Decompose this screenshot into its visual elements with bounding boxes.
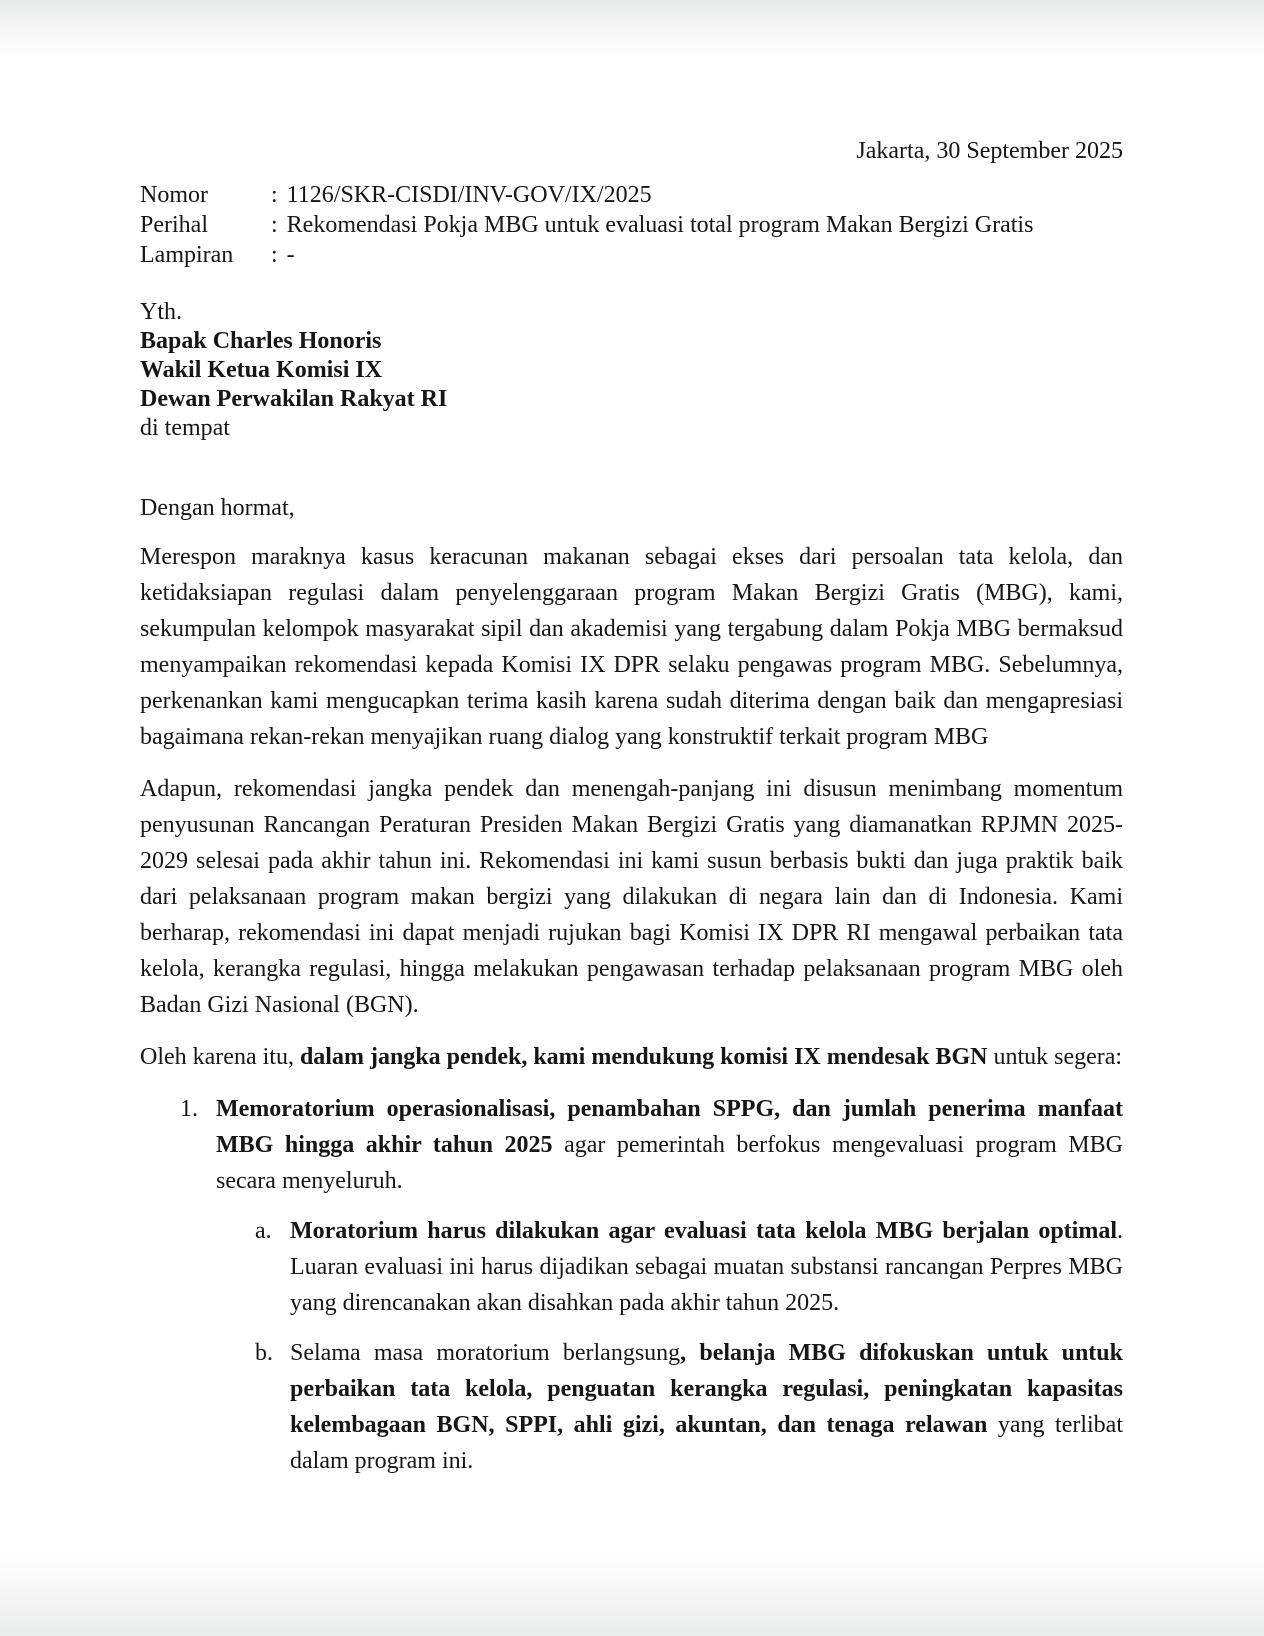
recommendation-item-1b (255, 1335, 1123, 1479)
recipient-location: di tempat (140, 415, 230, 441)
recipient-name: Bapak Charles Honoris (140, 328, 382, 354)
item-1b-bold: , belanja MBG difokuskan untuk untuk perbaikan tata kelola, penguatan kerangka regulasi, peningkatan kapasitas kelembagaan BGN, SPPI, ahli gizi, akuntan, dan tenaga relawan (290, 1340, 1123, 1438)
meta-label-perihal: Perihal (140, 212, 208, 238)
item-1a-post: . Luaran evaluasi ini harus dijadikan sebagai muatan substansi rancangan Perpres MBG yang direncanakan akan disahkan pada akhir tahun 2025. (290, 1218, 1123, 1316)
meta-colon: : (271, 182, 278, 208)
cta-bold: dalam jangka pendek, kami mendukung komisi IX mendesak BGN (299, 1044, 988, 1070)
recommendation-item-1a (255, 1213, 1123, 1321)
greeting-line: Dengan hormat, (140, 495, 295, 521)
recipient-block (140, 298, 1123, 443)
meta-value-nomor: 1126/SKR-CISDI/INV-GOV/IX/2025 (286, 182, 652, 208)
item-1b-text (290, 1335, 1123, 1479)
paragraph-opening-text: Merespon maraknya kasus keracunan makanan sebagai ekses dari persoalan tata kelola, dan ketidaksiapan regulasi dalam penyelenggaraan program Makan Bergizi Gratis (MBG), kami, sekumpulan kelompok masyarakat sipil dan akademisi yang tergabung dalam Pokja MBG bermaksud menyampaikan rekomendasi kepada Komisi IX DPR selaku pengawas program MBG. Sebelumnya, perkenankan kami mengucapkan terima kasih karena sudah diterima dengan baik dan mengapresiasi bagaimana rekan-rekan menyajikan ruang dialog yang konstruktif terkait program MBG (140, 544, 1123, 750)
cta-post: untuk segera: (987, 1044, 1123, 1070)
item-1a-bold: Moratorium harus dilakukan agar evaluasi tata kelola MBG berjalan optimal (290, 1218, 1117, 1244)
meta-label-lampiran: Lampiran (140, 242, 234, 268)
recommendation-item-1 (180, 1091, 1123, 1199)
recipient-institution: Dewan Perwakilan Rakyat RI (140, 386, 448, 412)
paragraph-context-text: Adapun, rekomendasi jangka pendek dan menengah-panjang ini disusun menimbang momentum penyusunan Rancangan Peraturan Presiden Makan Bergizi Gratis yang diamanatkan RPJMN 2025-2029 selesai pada akhir tahun ini. Rekomendasi ini kami susun berbasis bukti dan juga praktik baik dari pelaksanaan program makan bergizi yang dilakukan di negara lain dan di Indonesia. Kami berharap, rekomendasi ini dapat menjadi rujukan bagi Komisi IX DPR RI mengawal perbaikan tata kelola, kerangka regulasi, hingga melakukan pengawasan terhadap pelaksanaan program MBG oleh Badan Gizi Nasional (BGN). (140, 776, 1123, 1018)
item-1b-post: yang terlibat dalam program ini. (290, 1412, 1123, 1474)
meta-colon: : (271, 212, 278, 238)
meta-row-lampiran (140, 240, 1123, 270)
item-1-bold: Memoratorium operasionalisasi, penambahan SPPG, dan jumlah penerima manfaat MBG hingga akhir tahun 2025 (216, 1096, 1123, 1158)
meta-value-perihal: Rekomendasi Pokja MBG untuk evaluasi total program Makan Bergizi Gratis (286, 212, 1034, 238)
meta-label-nomor: Nomor (140, 182, 208, 208)
paragraph-opening (140, 539, 1123, 755)
item-1a-text (290, 1213, 1123, 1321)
meta-row-nomor (140, 180, 1123, 210)
paragraph-call-to-action (140, 1039, 1123, 1075)
item-1b-pre: Selama masa moratorium berlangsung (290, 1340, 681, 1366)
item-1b-marker: b. (255, 1340, 273, 1366)
recipient-salutation: Yth. (140, 299, 182, 325)
recipient-position: Wakil Ketua Komisi IX (140, 357, 383, 383)
meta-row-perihal (140, 210, 1123, 240)
cta-pre: Oleh karena itu, (140, 1044, 300, 1070)
item-1-text (216, 1091, 1123, 1199)
item-1-marker: 1. (180, 1096, 198, 1122)
meta-value-lampiran: - (286, 242, 295, 268)
meta-colon: : (271, 242, 278, 268)
date-line: Jakarta, 30 September 2025 (856, 138, 1123, 164)
item-1a-marker: a. (255, 1218, 272, 1244)
item-1-post: agar pemerintah berfokus mengevaluasi program MBG secara menyeluruh. (216, 1132, 1123, 1194)
letter-meta-block (140, 180, 1123, 270)
page-bottom-shadow (0, 1556, 1264, 1636)
paragraph-context (140, 771, 1123, 1023)
